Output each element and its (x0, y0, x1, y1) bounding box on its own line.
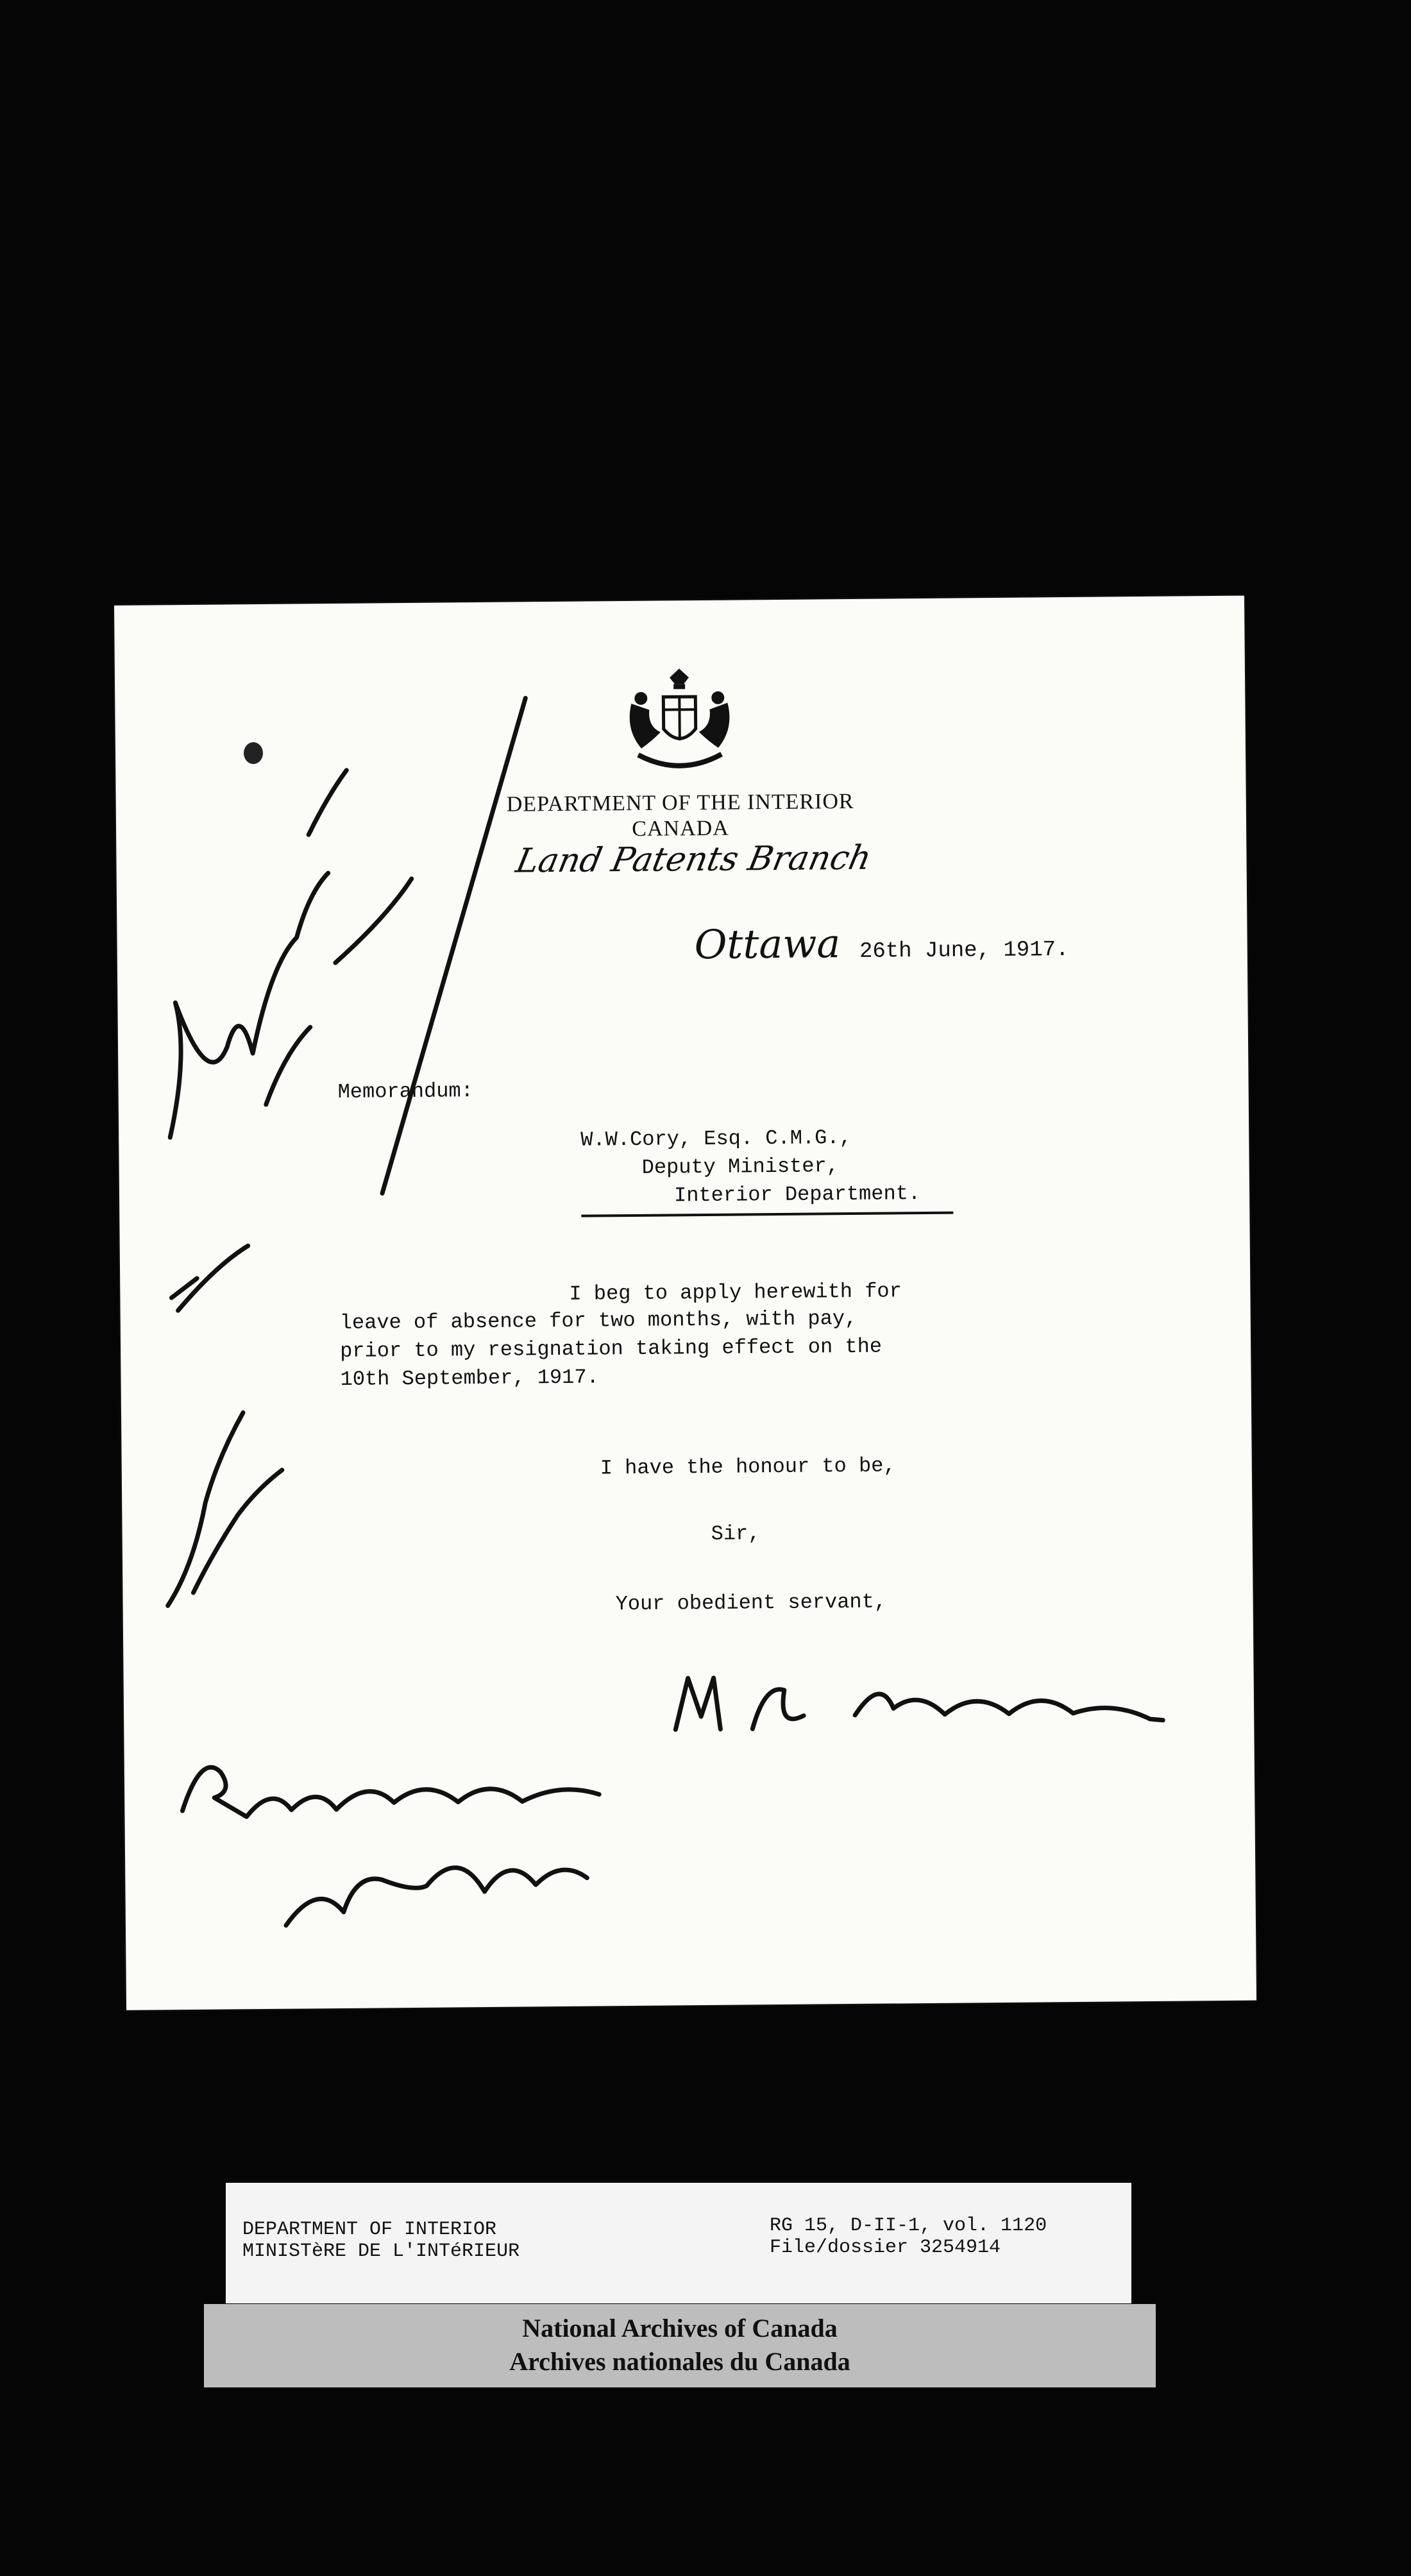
archives-name-fr: Archives nationales du Canada (509, 2347, 850, 2376)
initials-scrawl (285, 1867, 587, 1926)
archives-banner (204, 2304, 1156, 2387)
department-name: DEPARTMENT OF THE INTERIOR (506, 789, 854, 817)
addressee-line-2: Deputy Minister, (641, 1154, 840, 1180)
diagonal-stroke (378, 698, 530, 1193)
letterhead (456, 788, 906, 843)
city-name: Ottawa (694, 920, 841, 969)
margin-short-note (171, 1246, 249, 1310)
addressee-line-1: W.W.Cory, Esq. C.M.G., (580, 1125, 852, 1152)
file-reference: RG 15, D-II-1, vol. 1120 File/dossier 3254914 (770, 2215, 1047, 2258)
archives-name-en: National Archives of Canada (522, 2314, 838, 2343)
archive-reference-label (226, 2183, 1131, 2303)
recommended-scrawl (182, 1764, 600, 1817)
dateline (694, 918, 1069, 968)
closing-line: I have the honour to be, (600, 1453, 896, 1480)
branch-name: Land Patents Branch (512, 838, 875, 881)
margin-date-scrawl (166, 1412, 283, 1606)
memo-label: Memorandum: (337, 1079, 474, 1104)
addressee-underline (581, 1212, 953, 1217)
body-text: leave of absence for two months, with pay, prior to my resignation taking effect on the 10th September, 1917. (339, 1306, 883, 1391)
signature-scrawl (675, 1674, 1163, 1730)
letter-date: 26th June, 1917. (859, 938, 1069, 964)
country-name: CANADA (632, 816, 729, 841)
body-first-line: I beg to apply herewith for (569, 1279, 902, 1306)
department-reference: DEPARTMENT OF INTERIOR MINISTèRE DE L'INTéRIEUR (242, 2219, 520, 2262)
coat-of-arms-icon (612, 664, 748, 781)
sign-off: Your obedient servant, (615, 1589, 887, 1616)
punch-hole (244, 742, 263, 764)
addressee-line-3: Interior Department. (673, 1182, 921, 1208)
salutation: Sir, (711, 1521, 761, 1546)
letter-sheet (114, 596, 1256, 2010)
